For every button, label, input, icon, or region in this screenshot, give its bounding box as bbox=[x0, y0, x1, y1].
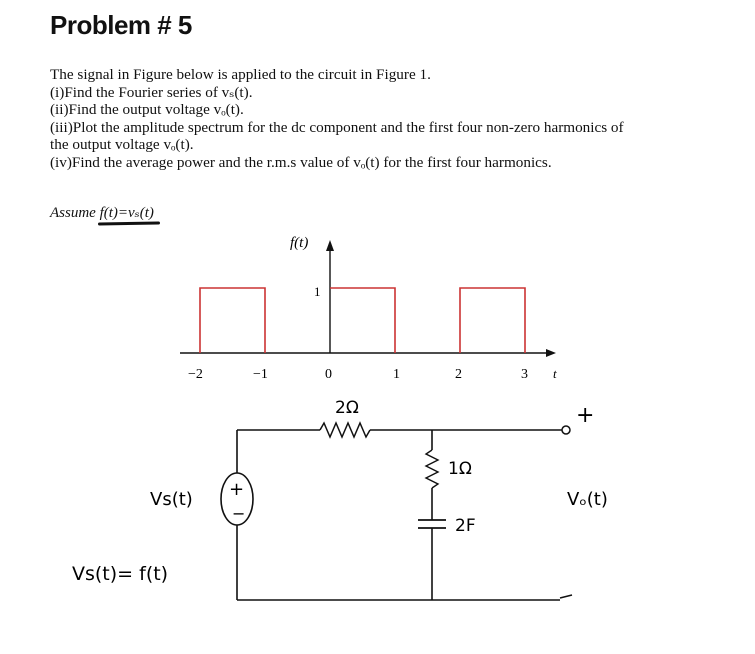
problem-line: (i)Find the Fourier series of vₛ(t). bbox=[50, 83, 253, 101]
tick-label: −1 bbox=[253, 367, 268, 382]
tick-label: 3 bbox=[521, 367, 528, 382]
assumption-text: Assume f(t)=vₛ(t) bbox=[50, 205, 154, 221]
tick-label: 0 bbox=[325, 367, 332, 382]
page-title: Problem # 5 bbox=[50, 10, 192, 40]
t-axis-label: t bbox=[553, 366, 557, 381]
series-resistor bbox=[320, 423, 370, 437]
tick-label: 2 bbox=[455, 367, 462, 382]
output-terminal-bottom bbox=[560, 595, 572, 598]
problem-line: (ii)Find the output voltage vₒ(t). bbox=[50, 101, 244, 119]
output-plus-label: + bbox=[576, 403, 595, 428]
source-minus: − bbox=[232, 504, 246, 523]
capacitor-label: 2F bbox=[455, 516, 476, 536]
tick-label: −2 bbox=[188, 367, 203, 382]
amplitude-label: 1 bbox=[314, 284, 321, 299]
problem-line: (iii)Plot the amplitude spectrum for the dc component and the first four non-zero harmonics of bbox=[50, 118, 624, 136]
problem-line: The signal in Figure below is applied to the circuit in Figure 1. bbox=[50, 66, 431, 83]
shunt-resistor-label: 1Ω bbox=[448, 459, 472, 479]
f-axis-label: f(t) bbox=[290, 235, 309, 251]
series-resistor-label: 2Ω bbox=[335, 398, 359, 418]
tick-label: 1 bbox=[393, 367, 400, 382]
output-terminal bbox=[562, 426, 570, 434]
source-equation-label: Vs(t)= f(t) bbox=[72, 563, 169, 585]
source-plus: + bbox=[229, 479, 245, 500]
shunt-resistor bbox=[426, 450, 438, 488]
source-voltage-label: Vs(t) bbox=[150, 489, 193, 510]
output-voltage-label: Vₒ(t) bbox=[567, 489, 608, 510]
problem-line: the output voltage vₒ(t). bbox=[50, 136, 194, 154]
problem-line: (iv)Find the average power and the r.m.s value of vₒ(t) for the first four harmonics. bbox=[50, 153, 552, 171]
